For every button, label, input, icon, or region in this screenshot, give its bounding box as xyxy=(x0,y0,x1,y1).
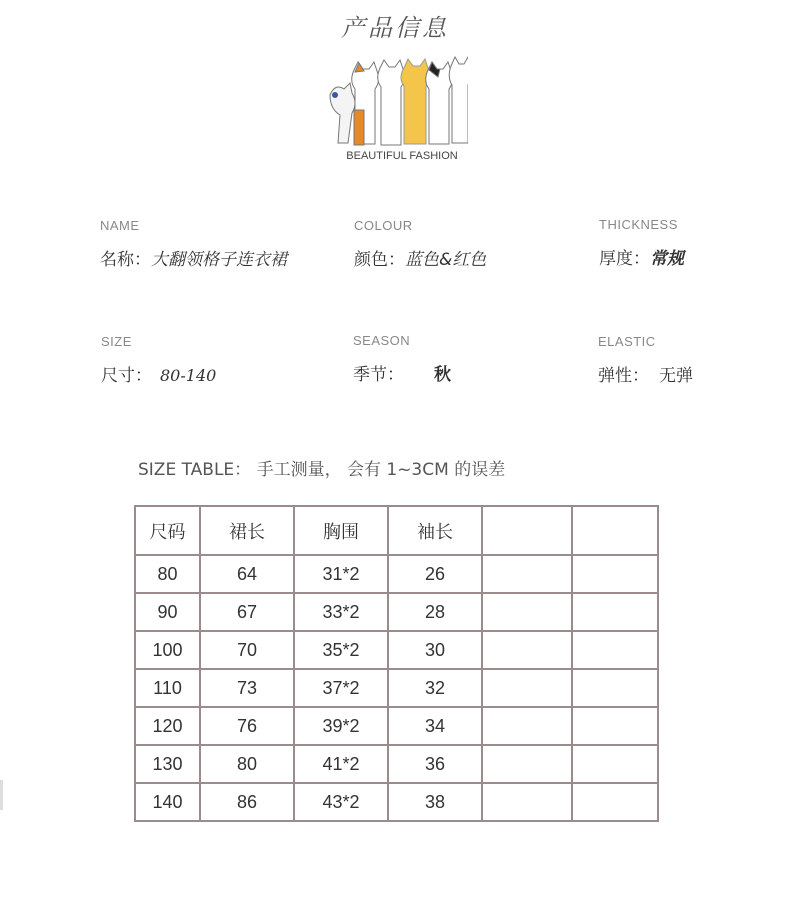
table-cell: 80 xyxy=(200,745,294,783)
table-cell xyxy=(482,631,572,669)
info-label-en: THICKNESS xyxy=(599,217,678,232)
info-label-en: SIZE xyxy=(101,334,132,349)
info-line xyxy=(353,360,451,385)
table-header-cell: 袖长 xyxy=(388,506,482,555)
table-cell: 37*2 xyxy=(294,669,388,707)
info-value: 无弹 xyxy=(659,366,693,386)
table-cell: 140 xyxy=(135,783,200,821)
table-cell: 43*2 xyxy=(294,783,388,821)
info-label-en: ELASTIC xyxy=(598,334,656,349)
table-cell: 33*2 xyxy=(294,593,388,631)
table-row xyxy=(135,593,658,631)
table-cell xyxy=(572,593,658,631)
table-cell: 110 xyxy=(135,669,200,707)
table-row xyxy=(135,783,658,821)
info-value: 常规 xyxy=(650,249,684,269)
info-line xyxy=(598,361,693,386)
table-cell: 73 xyxy=(200,669,294,707)
table-cell: 38 xyxy=(388,783,482,821)
table-cell: 120 xyxy=(135,707,200,745)
table-cell xyxy=(482,555,572,593)
size-table xyxy=(134,505,659,822)
brand-logo xyxy=(318,50,468,170)
table-header-cell: 尺码 xyxy=(135,506,200,555)
table-cell: 80 xyxy=(135,555,200,593)
info-label-en: COLOUR xyxy=(354,218,413,233)
table-cell: 100 xyxy=(135,631,200,669)
info-label: 尺寸： xyxy=(101,366,152,386)
table-header-cell: 裙长 xyxy=(200,506,294,555)
table-cell: 30 xyxy=(388,631,482,669)
edge-mark xyxy=(0,780,3,810)
table-row xyxy=(135,555,658,593)
page-title: 产品信息 xyxy=(341,14,449,42)
table-header-cell xyxy=(482,506,572,555)
info-line xyxy=(354,245,486,270)
cats-illustration-icon xyxy=(318,50,468,150)
info-name xyxy=(100,218,287,270)
info-label: 厚度： xyxy=(599,249,650,269)
table-cell: 36 xyxy=(388,745,482,783)
size-table-title: SIZE TABLE： 手工测量， 会有 1~3CM 的误差 xyxy=(138,460,506,480)
info-label: 弹性： xyxy=(598,366,649,386)
info-label-en: SEASON xyxy=(353,333,411,348)
table-cell: 76 xyxy=(200,707,294,745)
info-value: 秋 xyxy=(434,365,451,385)
info-label: 名称： xyxy=(100,250,151,270)
info-elastic xyxy=(598,334,693,386)
table-cell xyxy=(482,707,572,745)
info-line xyxy=(100,245,287,270)
info-value: 蓝色&红色 xyxy=(405,250,487,270)
table-cell xyxy=(572,631,658,669)
table-cell: 90 xyxy=(135,593,200,631)
table-cell: 34 xyxy=(388,707,482,745)
table-cell xyxy=(482,593,572,631)
table-cell: 32 xyxy=(388,669,482,707)
table-cell xyxy=(572,555,658,593)
table-cell xyxy=(572,707,658,745)
info-line xyxy=(599,244,684,269)
table-cell xyxy=(572,745,658,783)
table-header-row xyxy=(135,506,658,555)
info-line xyxy=(101,361,216,386)
info-label: 颜色： xyxy=(354,250,405,270)
table-row xyxy=(135,707,658,745)
table-cell xyxy=(482,745,572,783)
info-value: 大翻领格子连衣裙 xyxy=(151,250,287,270)
table-row xyxy=(135,669,658,707)
table-header-cell xyxy=(572,506,658,555)
table-cell: 70 xyxy=(200,631,294,669)
table-cell: 67 xyxy=(200,593,294,631)
table-header-cell: 胸围 xyxy=(294,506,388,555)
logo-text: BEAUTIFUL FASHION xyxy=(346,150,458,162)
info-label: 季节： xyxy=(353,365,404,385)
table-cell: 86 xyxy=(200,783,294,821)
table-cell: 26 xyxy=(388,555,482,593)
table-cell: 28 xyxy=(388,593,482,631)
table-cell: 35*2 xyxy=(294,631,388,669)
table-cell: 31*2 xyxy=(294,555,388,593)
info-label-en: NAME xyxy=(100,218,140,233)
table-cell: 64 xyxy=(200,555,294,593)
table-cell: 41*2 xyxy=(294,745,388,783)
table-cell: 130 xyxy=(135,745,200,783)
info-value: 80-140 xyxy=(160,366,217,385)
table-cell xyxy=(572,783,658,821)
table-cell xyxy=(572,669,658,707)
table-cell: 39*2 xyxy=(294,707,388,745)
table-cell xyxy=(482,669,572,707)
table-cell xyxy=(482,783,572,821)
info-size xyxy=(101,334,216,386)
info-thickness xyxy=(599,217,684,269)
info-season xyxy=(353,333,451,385)
info-colour xyxy=(354,218,486,270)
table-row xyxy=(135,631,658,669)
table-row xyxy=(135,745,658,783)
